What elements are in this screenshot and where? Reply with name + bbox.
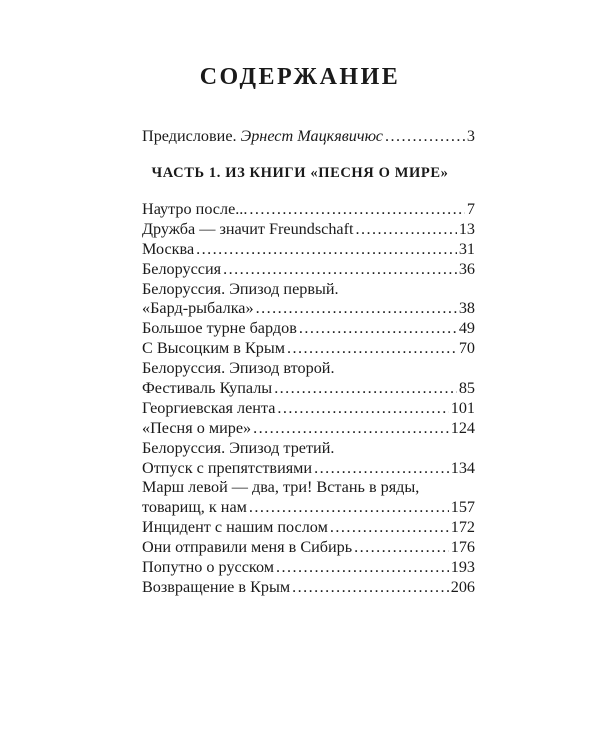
toc-page-number: 3	[466, 127, 475, 145]
toc-entry-title: Фестиваль Купалы	[142, 379, 273, 398]
toc-page-number: 193	[450, 558, 475, 577]
toc-entry-title: Отпуск с препятствиями	[142, 458, 313, 477]
page-title: СОДЕРЖАНИЕ	[199, 64, 401, 90]
toc-page-number: 157	[450, 498, 475, 517]
leader-dots	[314, 459, 449, 479]
part-heading: ЧАСТЬ 1. ИЗ КНИГИ «ПЕСНЯ О МИРЕ»	[151, 165, 449, 181]
toc-entry-title: Попутно о русском	[142, 558, 274, 577]
toc-entry	[142, 439, 475, 479]
leader-dots	[256, 299, 457, 319]
leader-dots	[299, 319, 457, 339]
toc-entry	[142, 339, 475, 359]
toc-entry	[142, 419, 475, 439]
toc-page-number: 7	[466, 200, 475, 218]
toc-entry	[142, 260, 475, 280]
toc-page-number: 176	[450, 538, 475, 557]
toc-page-number: 70	[458, 339, 475, 358]
leader-dots	[276, 558, 449, 578]
toc-page-number: 36	[458, 259, 475, 278]
preface-author: Эрнест Мацкявичюс	[240, 127, 383, 145]
leader-dots	[354, 538, 449, 558]
toc-page-number: 13	[458, 219, 475, 238]
leader-dots	[196, 240, 457, 260]
toc-entry	[142, 518, 475, 538]
toc-entry	[142, 578, 475, 598]
toc-page-number: 38	[458, 299, 475, 318]
toc-entry-lead: Белоруссия. Эпизод первый.	[142, 279, 339, 298]
leader-dots	[385, 127, 465, 147]
toc-entry-title: Они отправили меня в Сибирь	[142, 538, 353, 557]
toc-entry-title: Дружба — значит Freundschaft	[142, 219, 354, 238]
toc-entry	[142, 558, 475, 578]
toc-list	[142, 200, 475, 598]
toc-entry-title: «Бард-рыбалка»	[142, 299, 254, 318]
toc-entry-lead: Белоруссия. Эпизод третий.	[142, 438, 335, 457]
leader-dots	[274, 379, 457, 399]
leader-dots	[330, 518, 449, 538]
toc-entry-title: Возвращение в Крым	[142, 577, 291, 596]
toc-entry-title: Георгиевская лента	[142, 398, 276, 417]
leader-dots	[356, 220, 457, 240]
toc-page-number: 49	[458, 319, 475, 338]
leader-dots	[223, 260, 457, 280]
toc-entry-title: Большое турне бардов	[142, 319, 297, 338]
preface-label: Предисловие.	[142, 127, 237, 145]
leader-dots	[249, 498, 449, 518]
toc-entry-title: «Песня о мире»	[142, 418, 252, 437]
toc-entry	[142, 200, 475, 220]
leader-dots	[292, 578, 449, 598]
toc-page-number: 206	[450, 577, 475, 596]
toc-entry	[142, 538, 475, 558]
toc-entry-title: Наутро после...	[142, 200, 248, 218]
toc-entry-title: Москва	[142, 239, 195, 258]
toc-entry-title	[142, 127, 383, 147]
toc-entry	[142, 478, 475, 518]
toc-page-number: 124	[450, 418, 475, 437]
toc-preface	[142, 127, 475, 147]
toc-entry-lead: Белоруссия. Эпизод второй.	[142, 359, 335, 378]
toc-entry	[142, 280, 475, 320]
toc-entry-title: товарищ, к нам	[142, 498, 247, 517]
toc-entry	[142, 240, 475, 260]
toc-page-number: 134	[450, 458, 475, 477]
toc-page-number: 172	[450, 518, 475, 537]
leader-dots	[253, 419, 449, 439]
toc-entry-title: С Высоцким в Крым	[142, 339, 285, 358]
toc-entry	[142, 319, 475, 339]
toc-page-number: 31	[458, 239, 475, 258]
toc-entry	[142, 220, 475, 240]
leader-dots	[277, 399, 448, 419]
toc-entry-title: Белоруссия	[142, 259, 222, 278]
toc-entry-title: Инцидент с нашим послом	[142, 518, 328, 537]
toc-entry	[142, 399, 475, 419]
toc-page-number: 101	[450, 398, 475, 417]
toc-page-number: 85	[458, 379, 475, 398]
toc-entry-lead: Марш левой — два, три! Встань в ряды,	[142, 478, 420, 497]
leader-dots	[287, 339, 457, 359]
leader-dots	[249, 200, 465, 220]
toc-entry	[142, 359, 475, 399]
